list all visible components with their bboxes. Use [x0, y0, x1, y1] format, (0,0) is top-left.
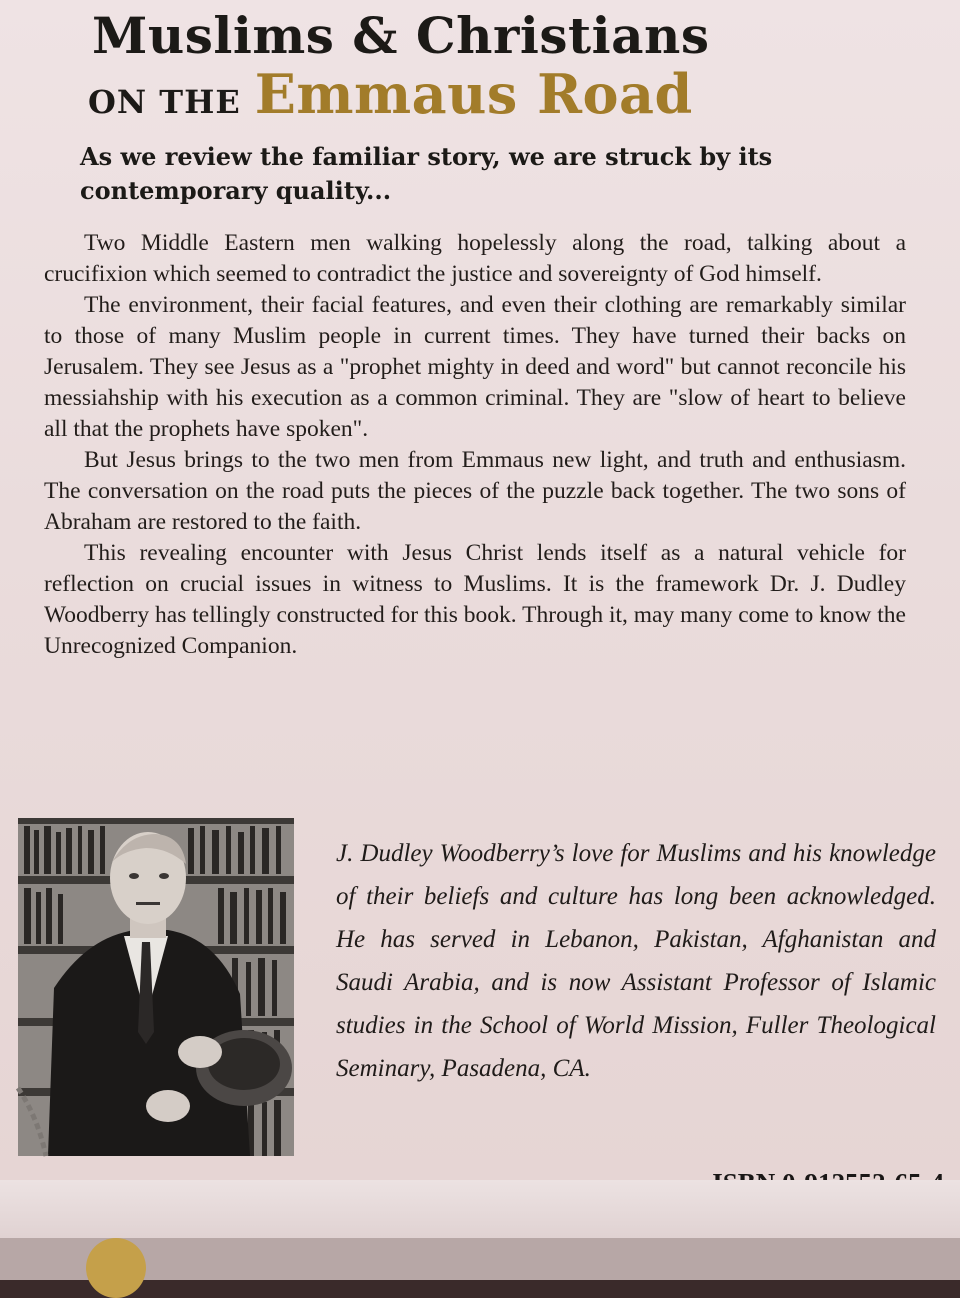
author-photo-image [18, 818, 294, 1156]
title-emmaus-road: Emmaus Road [254, 62, 693, 126]
body-paragraph: This revealing encounter with Jesus Christ lends itself as a natural vehicle for reflection on crucial issues in witness to Muslims. It is the framework Dr. J. Dudley Woodberry has tellingly constructed for this book. Through it, may many come to know the Unrecognized Companion. [44, 540, 906, 659]
book-title-line2 [88, 62, 858, 126]
author-bio: J. Dudley Woodberry’s love for Muslims and his knowledge of their beliefs and culture has long been acknowledged. He has served in Lebanon, Pakistan, Afghanistan and Saudi Arabia, and is now Assistant Professor of Islamic studies in the School of World Mission, Fuller Theological Seminary, Pasadena, CA. [336, 840, 936, 1082]
lead-paragraph: As we review the familiar story, we are struck by its contemporary quality... [80, 142, 773, 205]
body-paragraph: The environment, their facial features, and even their clothing are remarkably similar to those of many Muslim people in current times. They have turned their backs on Jerusalem. They see Jesus as a "prophet mighty in deed and word" but cannot reconcile his messiahship with his execution as a common criminal. They are "slow of heart to believe all that the prophets have spoken". [44, 292, 906, 442]
author-photo [18, 818, 294, 1156]
body-paragraph: But Jesus brings to the two men from Emmaus new light, and truth and enthusiasm. The conversation on the road puts the pieces of the puzzle back together. The two sons of Abraham are restored to the faith. [44, 447, 906, 535]
description-body [44, 228, 906, 662]
body-paragraph: Two Middle Eastern men walking hopelessly along the road, talking about a crucifixion which seemed to contradict the justice and sovereignty of God himself. [44, 230, 906, 287]
globe-logo-icon [86, 1238, 146, 1298]
page-fold [0, 1180, 960, 1238]
title-prefix: ON THE [88, 83, 241, 121]
book-title-line1: Muslims & Christians [92, 6, 710, 65]
